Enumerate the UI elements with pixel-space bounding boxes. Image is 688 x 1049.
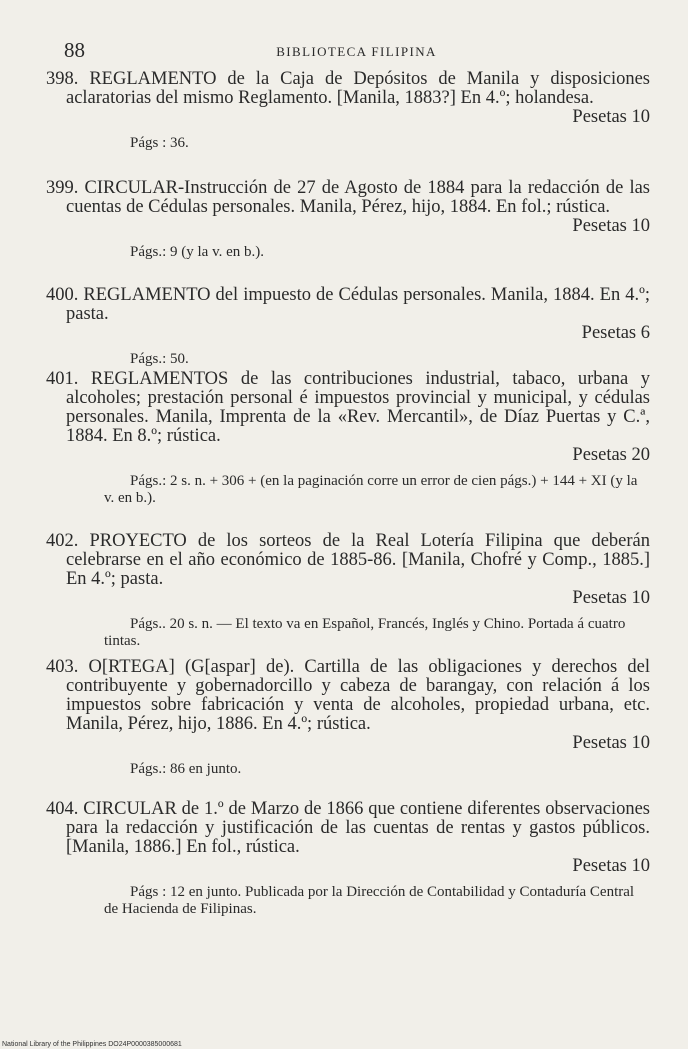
entry-price: Pesetas 10 bbox=[572, 216, 650, 236]
entry-404 bbox=[46, 800, 650, 918]
entry-price: Pesetas 10 bbox=[572, 588, 650, 608]
page-header bbox=[64, 38, 649, 62]
entry-401 bbox=[46, 370, 650, 507]
scan-credit: National Library of the Philippines DO24P0000385000681 bbox=[2, 1041, 182, 1048]
entry-text: O[RTEGA] (G[aspar] de). Cartilla de las obligaciones y derechos del contribuyente y gobernadorcillo y cabeza de barangay, con relación á los impuestos sobre fabricación y venta de alcoholes, propiedad urbana, etc. Manila, Pérez, hijo, 1886. En 4.º; rústica. bbox=[66, 657, 650, 734]
entry-text: CIRCULAR-Instrucción de 27 de Agosto de 1884 para la redacción de las cuentas de Cédulas personales. Manila, Pérez, hijo, 1884. En fol.; rústica. bbox=[66, 178, 650, 217]
entry-number: 402. bbox=[46, 531, 79, 551]
entry-price: Pesetas 10 bbox=[572, 107, 650, 127]
entry-number: 398. bbox=[46, 69, 79, 89]
entry-note: Págs.: 9 (y la v. en b.). bbox=[130, 244, 265, 260]
page-number: 88 bbox=[64, 38, 85, 62]
entry-number: 400. bbox=[46, 285, 79, 305]
entry-text: REGLAMENTOS de las contribuciones industrial, tabaco, urbana y alcoholes; prestación personal é impuestos provincial y municipal, y cédulas personales. Manila, Imprenta de la «Rev. Mercantil», de Díaz Puertas y C.ª, 1884. En 8.º; rústica. bbox=[66, 369, 650, 446]
entry-403 bbox=[46, 658, 650, 778]
entry-note: Págs.: 86 en junto. bbox=[130, 761, 242, 777]
entry-note: Págs.: 50. bbox=[130, 351, 189, 367]
entry-price: Pesetas 10 bbox=[572, 856, 650, 876]
running-title: BIBLIOTECA FILIPINA bbox=[276, 44, 437, 59]
entry-note: Págs.. 20 s. n. — El texto va en Español, Francés, Inglés y Chino. Portada á cuatro tintas. bbox=[104, 616, 626, 649]
entry-text: REGLAMENTO del impuesto de Cédulas personales. Manila, 1884. En 4.º; pasta. bbox=[66, 285, 650, 324]
entry-text: REGLAMENTO de la Caja de Depósitos de Manila y disposiciones aclaratorias del mismo Reglamento. [Manila, 1883?] En 4.º; holandesa. bbox=[66, 69, 651, 108]
entry-number: 404. bbox=[46, 799, 79, 819]
entry-note: Págs : 36. bbox=[130, 135, 189, 151]
entry-text: PROYECTO de los sorteos de la Real Lotería Filipina que deberán celebrarse en el año económico de 1885-86. [Manila, Chofré y Comp., 1885.] En 4.º; pasta. bbox=[66, 531, 651, 589]
entry-price: Pesetas 6 bbox=[581, 323, 650, 343]
entry-398 bbox=[46, 70, 650, 152]
entry-price: Pesetas 20 bbox=[572, 445, 650, 465]
entry-399 bbox=[46, 179, 650, 261]
entry-text: CIRCULAR de 1.º de Marzo de 1866 que contiene diferentes observaciones para la redacción y justificación de las cuentas de rentas y gastos públicos. [Manila, 1886.] En fol., rústica. bbox=[66, 799, 651, 857]
entry-price: Pesetas 10 bbox=[572, 733, 650, 753]
entry-number: 399. bbox=[46, 178, 79, 198]
entry-400 bbox=[46, 286, 650, 368]
entry-402 bbox=[46, 532, 650, 650]
entry-note: Págs.: 2 s. n. + 306 + (en la paginación corre un error de cien págs.) + 144 + XI (y la v. en b.). bbox=[104, 473, 638, 506]
entry-note: Págs : 12 en junto. Publicada por la Dirección de Contabilidad y Contaduría Central de Hacienda de Filipinas. bbox=[104, 884, 635, 917]
entry-number: 401. bbox=[46, 369, 79, 389]
entry-number: 403. bbox=[46, 657, 79, 677]
